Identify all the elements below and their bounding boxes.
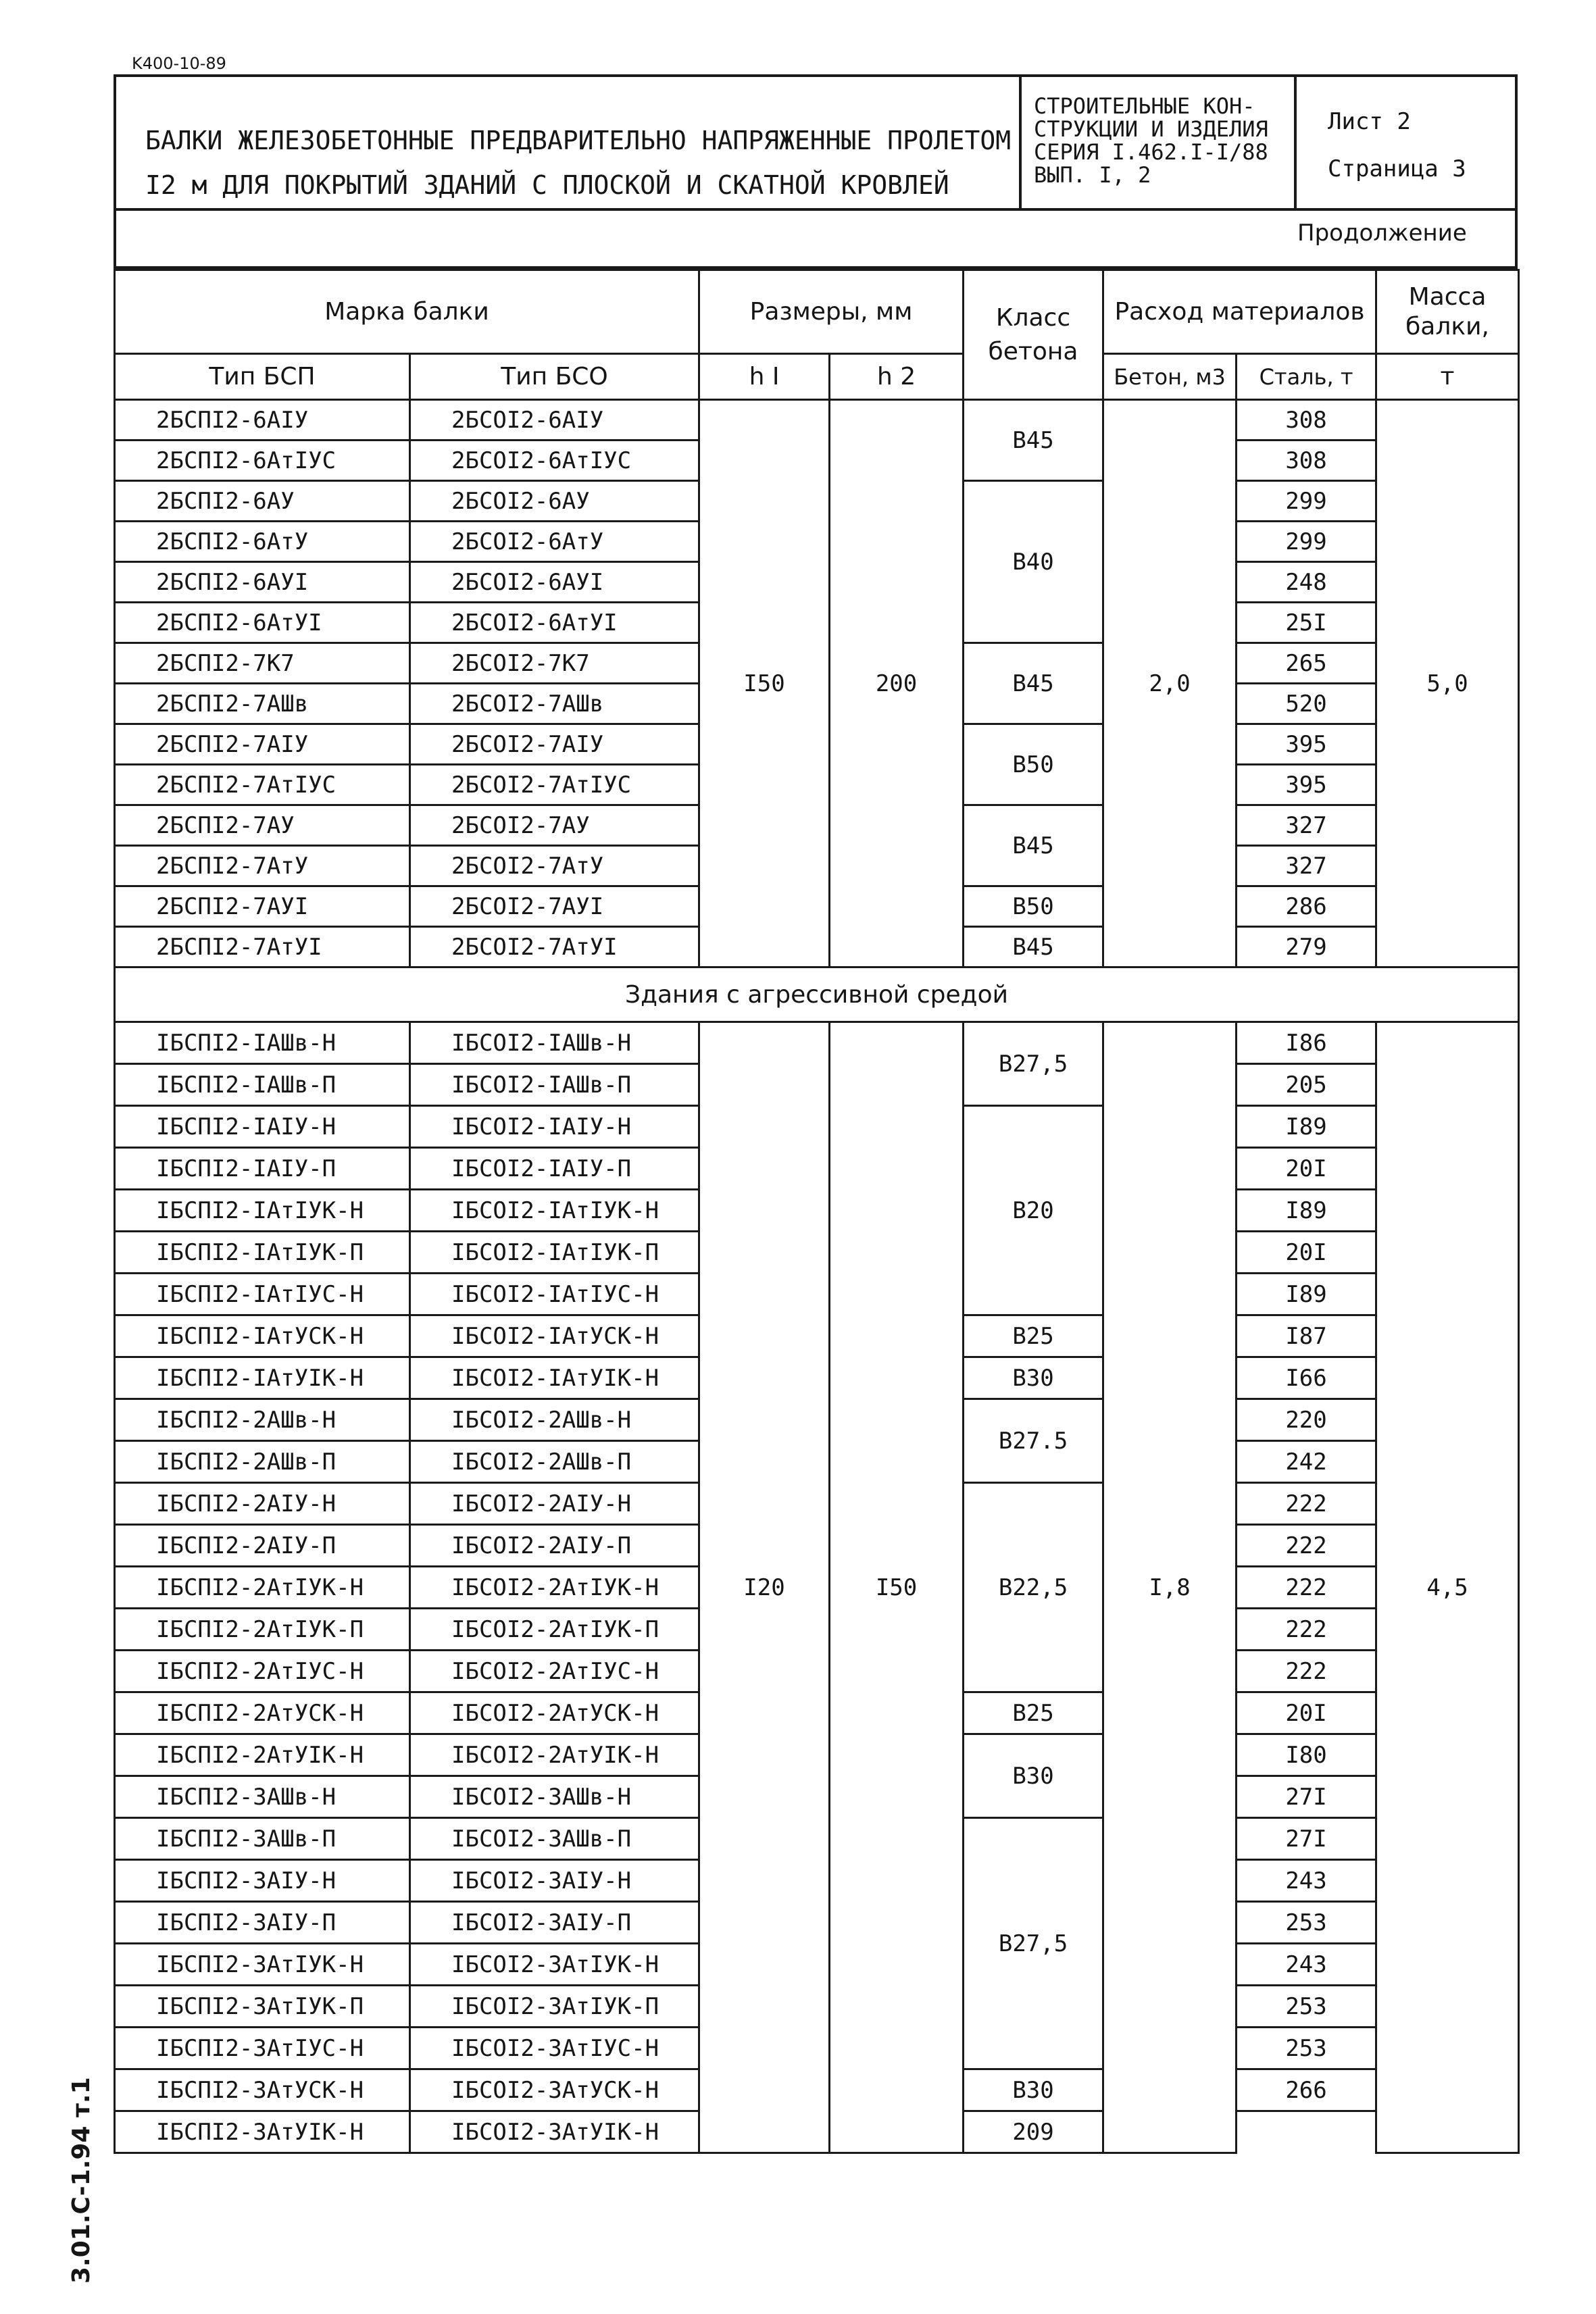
beam-mass: 4,5 — [1376, 1022, 1519, 2153]
steel-value: 220 — [1237, 1399, 1376, 1441]
concrete-volume: 2,0 — [1103, 400, 1237, 967]
beam-mark-bso: IБСОI2-3АтIУК-П — [410, 1986, 699, 2028]
beam-mark-bso: IБСОI2-IАтIУС-Н — [410, 1274, 699, 1315]
beam-mark-bsp: 2БСПI2-7АШв — [115, 684, 410, 724]
steel-value: 327 — [1237, 846, 1376, 886]
steel-value: 327 — [1237, 805, 1376, 846]
beam-mark-bsp: 2БСПI2-6АIУ — [115, 400, 410, 441]
concrete-class: B25 — [964, 1315, 1103, 1357]
beam-mark-bsp: IБСПI2-2АтIУК-П — [115, 1609, 410, 1651]
col-type-bso: Тип БСО — [410, 354, 699, 400]
steel-value: 299 — [1237, 522, 1376, 562]
steel-value: 20I — [1237, 1148, 1376, 1190]
series-line: СЕРИЯ I.462.I-I/88 — [1034, 139, 1268, 165]
beam-mark-bso: IБСОI2-3АтIУС-Н — [410, 2028, 699, 2069]
steel-value: 20I — [1237, 1692, 1376, 1734]
steel-value: I89 — [1237, 1274, 1376, 1315]
beam-mark-bsp: IБСПI2-3АтУСК-Н — [115, 2069, 410, 2111]
concrete-class: B45 — [964, 927, 1103, 967]
beam-mark-bso: IБСОI2-3АIУ-Н — [410, 1860, 699, 1902]
beam-mark-bso: IБСОI2-3АтУIК-Н — [410, 2111, 699, 2153]
concrete-class: B22,5 — [964, 1483, 1103, 1692]
col-sizes: Размеры, мм — [699, 270, 964, 354]
height-h2: I50 — [830, 1022, 964, 2153]
height-h1: I20 — [699, 1022, 830, 2153]
beam-mark-bso: 2БСОI2-7АУI — [410, 886, 699, 927]
col-concrete-class: Класс бетона — [964, 270, 1103, 400]
concrete-class: B40 — [964, 481, 1103, 643]
beam-mark-bso: IБСОI2-3АШв-Н — [410, 1776, 699, 1818]
beam-mark-bsp: IБСПI2-3АтIУС-Н — [115, 2028, 410, 2069]
title-line: БАЛКИ ЖЕЛЕЗОБЕТОННЫЕ ПРЕДВАРИТЕЛЬНО НАПРЯЖЕННЫЕ ПРОЛЕТОМ — [145, 126, 1012, 155]
beam-mark-bso: 2БСОI2-7АтУI — [410, 927, 699, 967]
beam-mark-bsp: IБСПI2-IАтIУК-Н — [115, 1190, 410, 1232]
steel-value: 209 — [964, 2111, 1103, 2153]
steel-value: 299 — [1237, 481, 1376, 522]
col-h2: h 2 — [830, 354, 964, 400]
beam-mark-bsp: IБСПI2-3АтУIК-Н — [115, 2111, 410, 2153]
concrete-class: B30 — [964, 2069, 1103, 2111]
steel-value: 222 — [1237, 1525, 1376, 1567]
beam-mark-bso: IБСОI2-2АIУ-П — [410, 1525, 699, 1567]
beam-mark-bso: 2БСОI2-6АтIУС — [410, 441, 699, 481]
steel-value: 253 — [1237, 1986, 1376, 2028]
beam-mark-bsp: 2БСПI2-6АтУI — [115, 603, 410, 643]
beam-mark-bso: IБСОI2-IАтIУК-Н — [410, 1190, 699, 1232]
table-row — [115, 1022, 1519, 1064]
beam-mark-bso: IБСОI2-2АтIУС-Н — [410, 1651, 699, 1692]
concrete-class: B27,5 — [964, 1818, 1103, 2069]
concrete-class: B45 — [964, 805, 1103, 886]
beam-mark-bso: IБСОI2-3АтУСК-Н — [410, 2069, 699, 2111]
steel-value: 248 — [1237, 562, 1376, 603]
beam-mark-bso: 2БСОI2-7АтУ — [410, 846, 699, 886]
height-h2: 200 — [830, 400, 964, 967]
beam-mark-bso: 2БСОI2-6АтУ — [410, 522, 699, 562]
steel-value: 265 — [1237, 643, 1376, 684]
steel-value: 243 — [1237, 1944, 1376, 1986]
steel-value: 222 — [1237, 1609, 1376, 1651]
beam-mark-bso: 2БСОI2-7АШв — [410, 684, 699, 724]
steel-value: 25I — [1237, 603, 1376, 643]
beam-mark-bso: 2БСОI2-7К7 — [410, 643, 699, 684]
beam-mark-bsp: IБСПI2-2АтУСК-Н — [115, 1692, 410, 1734]
col-concrete-m3: Бетон, м3 — [1103, 354, 1237, 400]
document-title — [145, 118, 1011, 207]
title-block-divider — [1019, 74, 1022, 211]
steel-value: I80 — [1237, 1734, 1376, 1776]
beam-mark-bsp: 2БСПI2-7АтУI — [115, 927, 410, 967]
beam-mark-bso: IБСОI2-3АШв-П — [410, 1818, 699, 1860]
beam-mark-bsp: IБСПI2-IАШв-Н — [115, 1022, 410, 1064]
steel-value: 266 — [1237, 2069, 1376, 2111]
beam-mark-bso: IБСОI2-IАтУIК-Н — [410, 1357, 699, 1399]
beam-mark-bso: IБСОI2-2АтIУК-Н — [410, 1567, 699, 1609]
steel-value: 205 — [1237, 1064, 1376, 1106]
beam-mark-bso: IБСОI2-IАIУ-Н — [410, 1106, 699, 1148]
table-row — [115, 400, 1519, 441]
steel-value: 395 — [1237, 765, 1376, 805]
steel-value: 242 — [1237, 1441, 1376, 1483]
steel-value: 243 — [1237, 1860, 1376, 1902]
col-materials: Расход материалов — [1103, 270, 1376, 354]
concrete-class: B45 — [964, 400, 1103, 481]
beam-mark-bso: IБСОI2-IАШв-Н — [410, 1022, 699, 1064]
steel-value: 308 — [1237, 400, 1376, 441]
steel-value: 20I — [1237, 1232, 1376, 1274]
steel-value: 222 — [1237, 1651, 1376, 1692]
concrete-class: B25 — [964, 1692, 1103, 1734]
beam-mark-bso: IБСОI2-IАтIУК-П — [410, 1232, 699, 1274]
beam-mark-bsp: 2БСПI2-6АУ — [115, 481, 410, 522]
col-type-bsp: Тип БСП — [115, 354, 410, 400]
steel-value: 286 — [1237, 886, 1376, 927]
concrete-class: B45 — [964, 643, 1103, 724]
concrete-class: B50 — [964, 886, 1103, 927]
beam-mark-bsp: IБСПI2-IАШв-П — [115, 1064, 410, 1106]
sheet-info — [1328, 98, 1466, 193]
beam-mark-bso: IБСОI2-3АтIУК-Н — [410, 1944, 699, 1986]
beam-mark-bso: IБСОI2-IАШв-П — [410, 1064, 699, 1106]
title-line: I2 м ДЛЯ ПОКРЫТИЙ ЗДАНИЙ С ПЛОСКОЙ И СКАТНОЙ КРОВЛЕЙ — [145, 170, 949, 200]
beams-table — [114, 269, 1520, 2154]
steel-value: I89 — [1237, 1106, 1376, 1148]
beam-mark-bso: IБСОI2-2АтУСК-Н — [410, 1692, 699, 1734]
steel-value: 222 — [1237, 1483, 1376, 1525]
beam-mark-bsp: IБСПI2-2АШв-П — [115, 1441, 410, 1483]
sheet-number: Лист 2 — [1328, 108, 1411, 135]
beam-mark-bso: 2БСОI2-7АIУ — [410, 724, 699, 765]
beam-mark-bso: 2БСОI2-6АтУI — [410, 603, 699, 643]
beam-mark-bsp: 2БСПI2-7АтIУС — [115, 765, 410, 805]
steel-value: 253 — [1237, 2028, 1376, 2069]
beam-mark-bsp: IБСПI2-2АтIУС-Н — [115, 1651, 410, 1692]
col-mass: Масса балки, — [1376, 270, 1519, 354]
series-info — [1034, 95, 1268, 186]
series-line: СТРУКЦИИ И ИЗДЕЛИЯ — [1034, 116, 1268, 142]
page-number: Страница 3 — [1328, 155, 1466, 182]
col-mark: Марка балки — [115, 270, 699, 354]
concrete-class: B27.5 — [964, 1399, 1103, 1483]
beam-mark-bsp: IБСПI2-3АIУ-П — [115, 1902, 410, 1944]
beam-mark-bsp: IБСПI2-3АтIУК-П — [115, 1986, 410, 2028]
steel-value: I66 — [1237, 1357, 1376, 1399]
beam-mark-bsp: 2БСПI2-6АУI — [115, 562, 410, 603]
beam-mark-bso: IБСОI2-IАIУ-П — [410, 1148, 699, 1190]
beam-mark-bso: IБСОI2-2АтУIК-Н — [410, 1734, 699, 1776]
concrete-volume: I,8 — [1103, 1022, 1237, 2153]
concrete-class: B30 — [964, 1357, 1103, 1399]
beam-mark-bsp: 2БСПI2-7АIУ — [115, 724, 410, 765]
steel-value: 279 — [1237, 927, 1376, 967]
col-steel-t: Сталь, т — [1237, 354, 1376, 400]
beam-mark-bso: IБСОI2-3АIУ-П — [410, 1902, 699, 1944]
beam-mark-bsp: 2БСПI2-7АтУ — [115, 846, 410, 886]
series-line: СТРОИТЕЛЬНЫЕ КОН- — [1034, 93, 1255, 119]
title-block-divider — [1294, 74, 1297, 211]
beam-mark-bso: IБСОI2-2АIУ-Н — [410, 1483, 699, 1525]
steel-value: I87 — [1237, 1315, 1376, 1357]
steel-value: 222 — [1237, 1567, 1376, 1609]
col-mass-unit: т — [1376, 354, 1519, 400]
beam-mark-bso: IБСОI2-IАтУСК-Н — [410, 1315, 699, 1357]
beam-mark-bsp: IБСПI2-2АIУ-П — [115, 1525, 410, 1567]
beam-mark-bsp: IБСПI2-2АтIУК-Н — [115, 1567, 410, 1609]
beam-mark-bso: 2БСОI2-7АУ — [410, 805, 699, 846]
beam-mark-bsp: IБСПI2-IАIУ-Н — [115, 1106, 410, 1148]
steel-value: 253 — [1237, 1902, 1376, 1944]
beam-mark-bsp: IБСПI2-IАтIУК-П — [115, 1232, 410, 1274]
beam-mark-bsp: IБСПI2-3АтIУК-Н — [115, 1944, 410, 1986]
beam-mark-bso: 2БСОI2-6АIУ — [410, 400, 699, 441]
section-row — [115, 967, 1519, 1022]
beam-mark-bsp: IБСПI2-3АIУ-Н — [115, 1860, 410, 1902]
steel-value: I86 — [1237, 1022, 1376, 1064]
concrete-class: B20 — [964, 1106, 1103, 1315]
document-code: K400-10-89 — [132, 54, 226, 73]
side-code: 3.01.C-1.94 т.1 — [68, 2077, 95, 2284]
beam-mark-bsp: IБСПI2-IАтIУС-Н — [115, 1274, 410, 1315]
beam-mark-bso: 2БСОI2-7АтIУС — [410, 765, 699, 805]
steel-value: 27I — [1237, 1776, 1376, 1818]
beam-mark-bso: 2БСОI2-6АУ — [410, 481, 699, 522]
beam-mark-bsp: IБСПI2-2АтУIК-Н — [115, 1734, 410, 1776]
col-h1: h I — [699, 354, 830, 400]
beam-mass: 5,0 — [1376, 400, 1519, 967]
beam-mark-bsp: IБСПI2-3АШв-П — [115, 1818, 410, 1860]
beam-mark-bsp: 2БСПI2-7К7 — [115, 643, 410, 684]
beam-mark-bsp: 2БСПI2-6АтIУС — [115, 441, 410, 481]
beam-mark-bsp: IБСПI2-IАтУIК-Н — [115, 1357, 410, 1399]
beam-mark-bsp: 2БСПI2-7АУ — [115, 805, 410, 846]
beam-mark-bsp: IБСПI2-IАтУСК-Н — [115, 1315, 410, 1357]
concrete-class: B27,5 — [964, 1022, 1103, 1106]
beam-mark-bso: IБСОI2-2АШв-П — [410, 1441, 699, 1483]
beam-mark-bsp: IБСПI2-2АIУ-Н — [115, 1483, 410, 1525]
beam-mark-bso: IБСОI2-2АШв-Н — [410, 1399, 699, 1441]
steel-value: 27I — [1237, 1818, 1376, 1860]
beam-mark-bsp: 2БСПI2-6АтУ — [115, 522, 410, 562]
steel-value: I89 — [1237, 1190, 1376, 1232]
beam-mark-bso: IБСОI2-2АтIУК-П — [410, 1609, 699, 1651]
continuation-label: Продолжение — [1297, 220, 1467, 247]
beam-mark-bsp: IБСПI2-IАIУ-П — [115, 1148, 410, 1190]
section-title: Здания с агрессивной средой — [115, 967, 1519, 1022]
height-h1: I50 — [699, 400, 830, 967]
steel-value: 395 — [1237, 724, 1376, 765]
beam-mark-bsp: IБСПI2-2АШв-Н — [115, 1399, 410, 1441]
concrete-class: B50 — [964, 724, 1103, 805]
beam-mark-bso: 2БСОI2-6АУI — [410, 562, 699, 603]
steel-value: 308 — [1237, 441, 1376, 481]
series-line: ВЫП. I, 2 — [1034, 162, 1151, 188]
steel-value: 520 — [1237, 684, 1376, 724]
beam-mark-bsp: IБСПI2-3АШв-Н — [115, 1776, 410, 1818]
beam-mark-bsp: 2БСПI2-7АУI — [115, 886, 410, 927]
concrete-class: B30 — [964, 1734, 1103, 1818]
